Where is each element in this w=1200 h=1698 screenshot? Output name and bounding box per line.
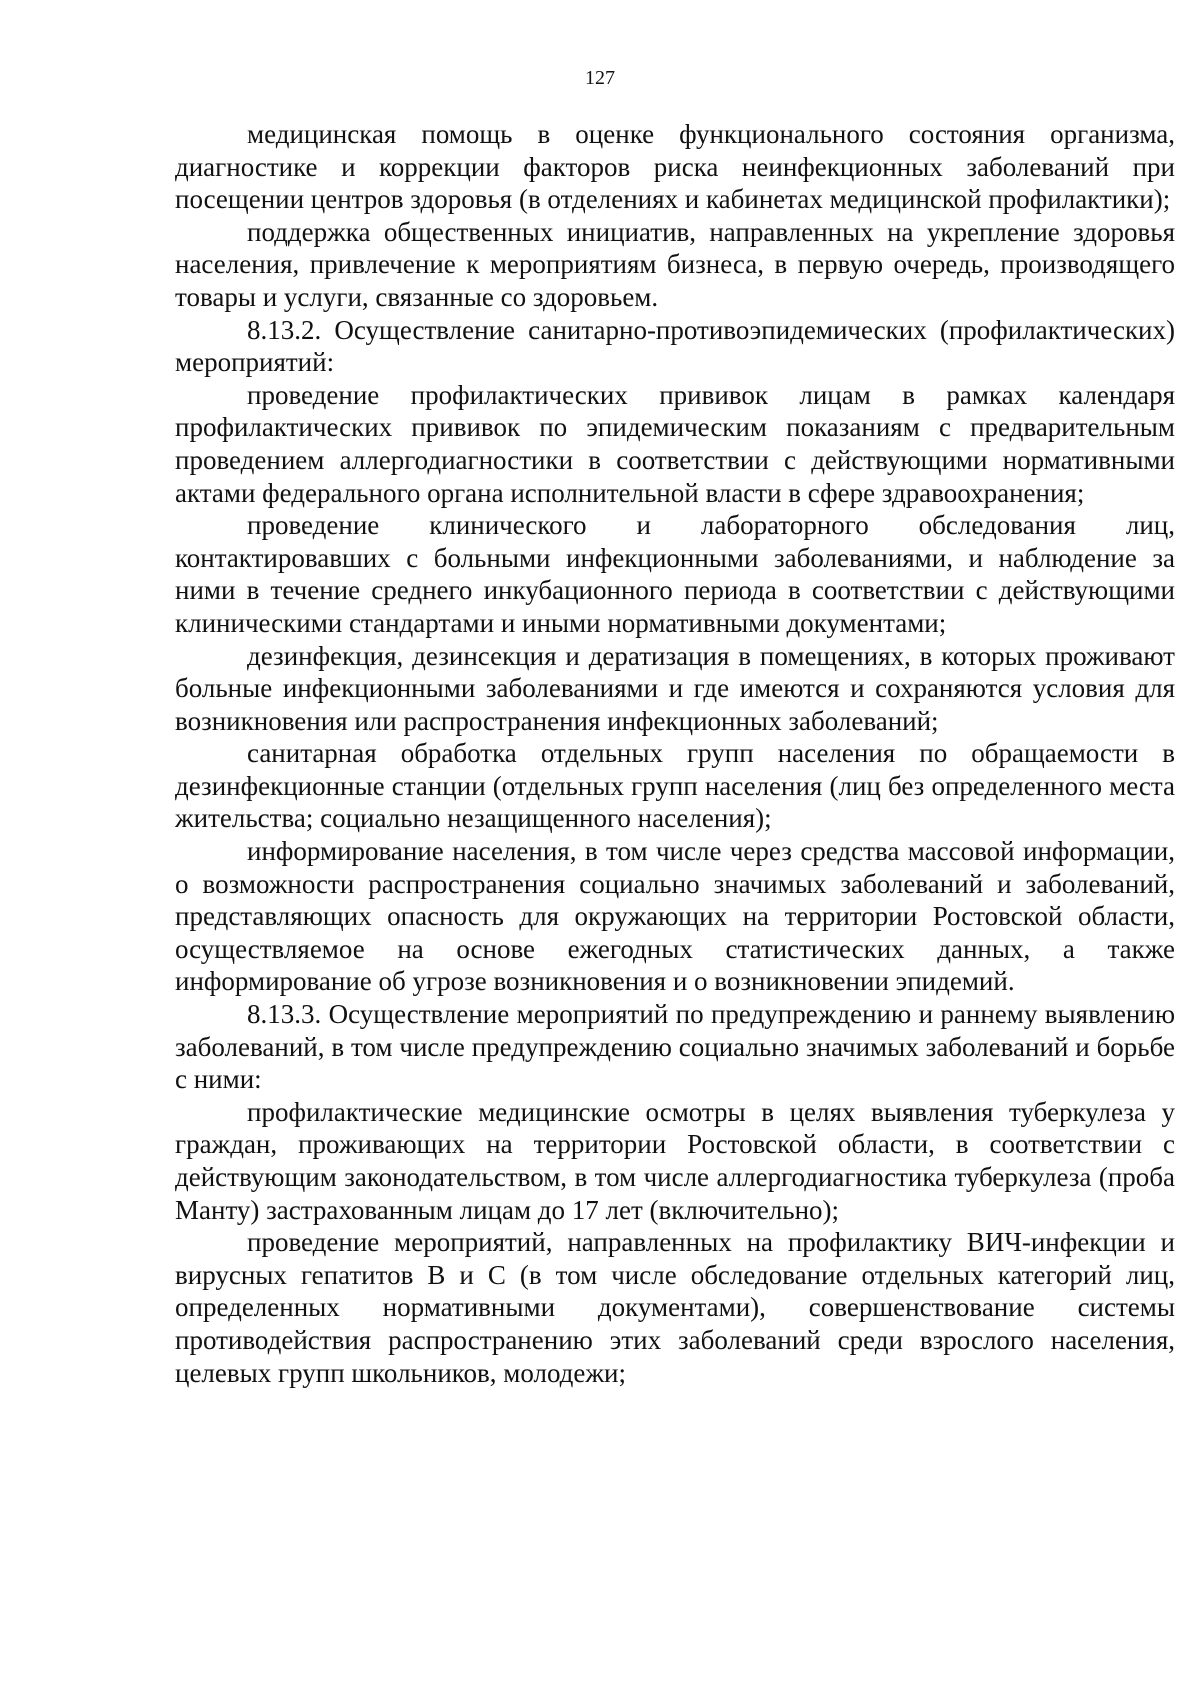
paragraph-hiv-prevention: проведение мероприятий, направленных на профилактику ВИЧ-инфекции и вирусных гепатитов B и C (в том числе обследование отдельных категорий лиц, определенных нормативными документами), совершенствование системы противодействия распространению этих заболеваний среди взрослого населения, целевых групп школьников, молодежи; — [175, 1227, 1175, 1388]
paragraph-section-8-13-2: 8.13.2. Осуществление санитарно-противоэпидемических (профилактических) мероприятий: — [175, 314, 1175, 378]
paragraph-disinfection: дезинфекция, дезинсекция и дератизация в помещениях, в которых проживают больные инфекционными заболеваниями и где имеются и сохраняются условия для возникновения или распространения инфекционных заболеваний; — [175, 640, 1175, 736]
paragraph-vaccinations: проведение профилактических прививок лицам в рамках календаря профилактических прививок по эпидемическим показаниям с предварительным проведением аллергодиагностики в соответствии с действующими нормативными актами федерального органа исполнительной власти в сфере здравоохранения; — [175, 379, 1175, 508]
document-body — [175, 118, 1175, 1389]
paragraph-health-centers: медицинская помощь в оценке функционального состояния организма, диагностике и коррекции факторов риска неинфекционных заболеваний при посещении центров здоровья (в отделениях и кабинетах медицинской профилактики); — [175, 119, 1175, 215]
paragraph-tuberculosis-screening: профилактические медицинские осмотры в целях выявления туберкулеза у граждан, проживающих на территории Ростовской области, в соответствии с действующим законодательством, в том числе аллергодиагностика туберкулеза (проба Манту) застрахованным лицам до 17 лет (включительно); — [175, 1096, 1175, 1225]
paragraph-contact-examination: проведение клинического и лабораторного обследования лиц, контактировавших с больными инфекционными заболеваниями, и наблюдение за ними в течение среднего инкубационного периода в соответствии с действующими клиническими стандартами и иными нормативными документами; — [175, 510, 1175, 638]
page-number: 127 — [585, 67, 615, 89]
paragraph-sanitary-treatment: санитарная обработка отдельных групп населения по обращаемости в дезинфекционные станции (отдельных групп населения (лиц без определенного места жительства; социально незащищенного населения); — [175, 738, 1175, 834]
paragraph-section-8-13-3: 8.13.3. Осуществление мероприятий по предупреждению и раннему выявлению заболеваний, в том числе предупреждению социально значимых заболеваний и борьбе с ними: — [175, 999, 1175, 1095]
paragraph-public-informing: информирование населения, в том числе через средства массовой информации, о возможности распространения социально значимых заболеваний и заболеваний, представляющих опасность для окружающих на территории Ростовской области, осуществляемое на основе ежегодных статистических данных, а также информирование об угрозе возникновения и о возникновении эпидемий. — [175, 836, 1175, 997]
paragraph-public-initiatives: поддержка общественных инициатив, направленных на укрепление здоровья населения, привлечение к мероприятиям бизнеса, в первую очередь, производящего товары и услуги, связанные со здоровьем. — [175, 216, 1175, 312]
